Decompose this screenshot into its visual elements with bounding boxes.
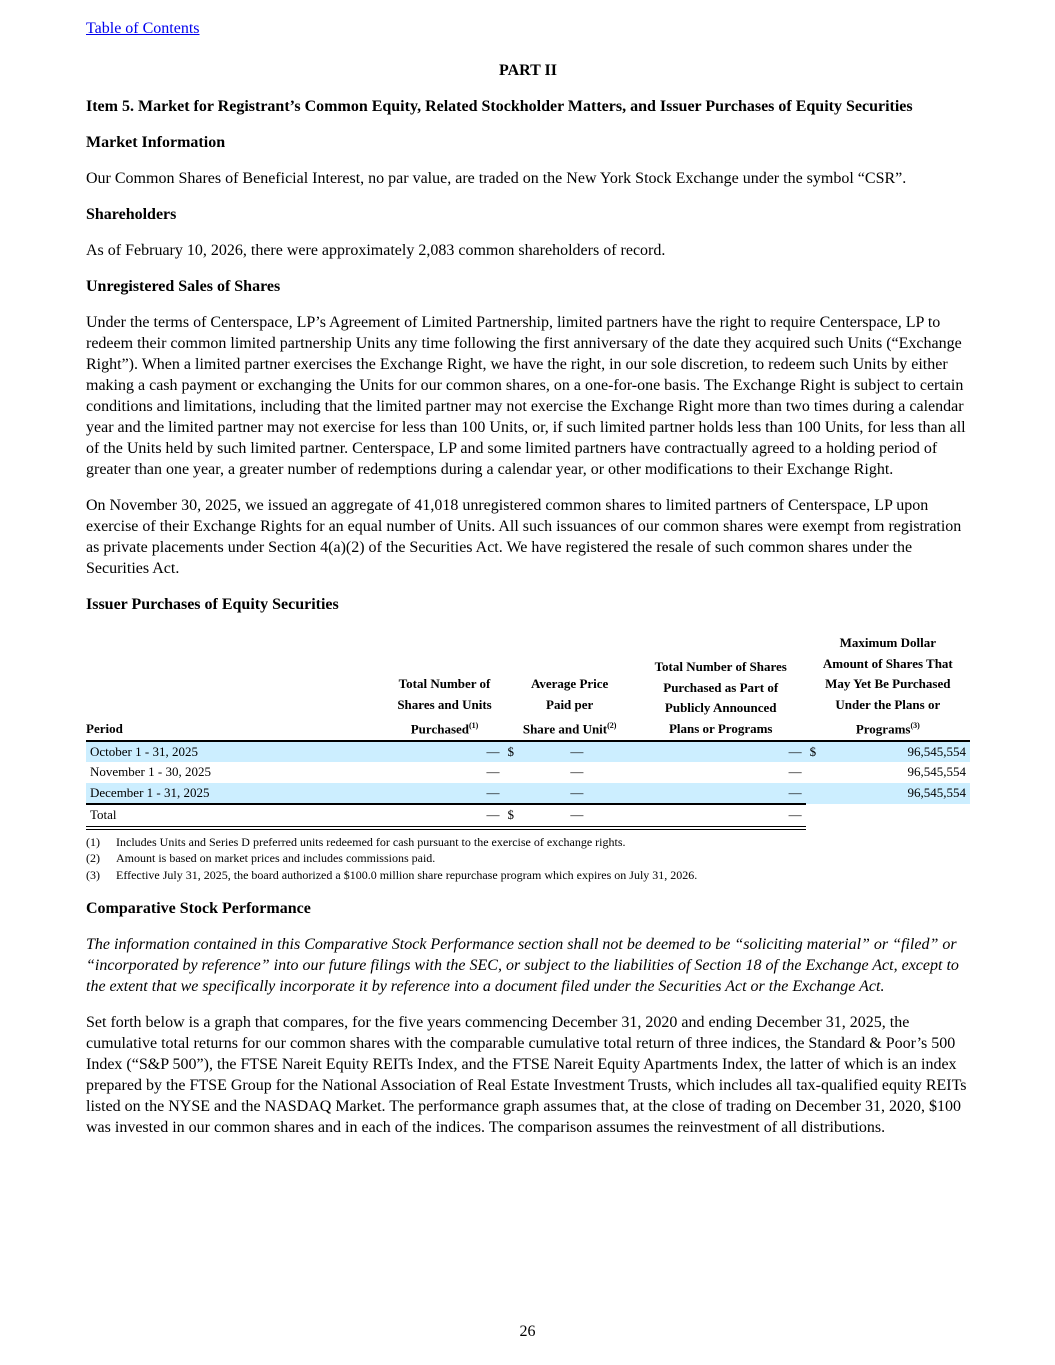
- header-period: Period: [86, 633, 386, 741]
- row-max-dollar: 96,545,554: [820, 741, 970, 763]
- row-plan-shares: —: [636, 783, 806, 805]
- table-of-contents-link[interactable]: Table of Contents: [86, 20, 200, 37]
- header-max-dollar: Maximum Dollar Amount of Shares That May Yet Be Purchased Under the Plans or Programs$^{(3)}$: [806, 633, 970, 741]
- header-total-shares: Total Number of Shares and Units Purchased$^{(1)}$: [386, 633, 504, 741]
- part-heading: PART II: [499, 62, 557, 79]
- comparative-text: Set forth below is a graph that compares, for the five years commencing December 31, 2020 and ending December 31, 2025, the cumulative total returns for our common shares with the comparable cumulative total return of three indices, the Standard & Poor’s 500 Index (“S&P 500”), the FTSE Nareit Equity REITs Index, and the FTSE Nareit Equity Apartments Index, the latter of which is an index prepared by the FTSE Group for the National Association of Real Estate Investment Trusts, which includes all tax-qualified equity REITs listed on the NYSE and the NASDAQ Market. The performance graph assumes that, at the close of trading on December 31, 2020, $100 was invested in our common shares and in each of the indices. The comparison assumes the reinvestment of all distributions.: [86, 1014, 967, 1137]
- comparative-disclaimer: The information contained in this Comparative Stock Performance section shall not be deemed to be “soliciting material” or “filed” or “incorporated by reference” into our future filings with the SEC, or subject to the liabilities of Section 18 of the Exchange Act, except to the extent that we specifically incorporate it by reference into a document filed under the Securities Act or the Exchange Act.: [86, 936, 959, 996]
- row-max-dollar: 96,545,554: [907, 764, 966, 780]
- row-shares: —: [386, 783, 504, 805]
- market-info-text: Our Common Shares of Beneficial Interest, no par value, are traded on the New York Stock Exchange under the symbol “CSR”.: [86, 170, 907, 187]
- total-plan-shares: —: [636, 804, 806, 828]
- unregistered-heading: Unregistered Sales of Shares: [86, 278, 281, 295]
- unregistered-paragraph-1: Under the terms of Centerspace, LP’s Agreement of Limited Partnership, limited partners have the right to require Centerspace, LP to redeem their common limited partnership Units any time following the first anniversary of the date they acquired such Units (“Exchange Right”). When a limited partner exercises the Exchange Right, we have the right, in our sole discretion, to redeem such Units by either making a cash payment or exchanging the Units for our common shares, on a one-for-one basis. The Exchange Right is subject to certain conditions and limitations, including that the limited partner may not exercise the Exchange Right more than two times during a calendar year and the limited partner may not exercise for less than 100 Units, or, if such limited partner holds less than 100 Units, for less than all of the Units held by such limited partner. Centerspace, LP and some limited partners have contractually agreed to a holding period of greater than one year, a greater number of redemptions during a calendar year, or other modifications to their Exchange Right.: [86, 314, 966, 478]
- row-max-dollar: 96,545,554: [820, 783, 970, 805]
- total-price: —: [518, 804, 636, 828]
- row-shares: —: [486, 764, 500, 780]
- table-footnotes: [86, 834, 970, 884]
- shareholders-text: As of February 10, 2026, there were approximately 2,083 common shareholders of record.: [86, 242, 666, 259]
- total-shares: —: [386, 804, 504, 828]
- row-price: —: [518, 783, 636, 805]
- issuer-purchases-table: [86, 633, 970, 830]
- row-price-currency: [503, 783, 518, 805]
- table-row: [86, 783, 970, 805]
- row-price: —: [518, 741, 636, 763]
- row-max-currency: [806, 762, 821, 783]
- row-max-currency: [806, 783, 821, 805]
- header-plan-shares: Total Number of Shares Purchased as Part of Publicly Announced Plans or Programs: [636, 633, 806, 741]
- total-price-currency: $: [503, 804, 518, 828]
- row-plan-shares: —: [788, 764, 802, 780]
- row-price: —: [570, 764, 584, 780]
- issuer-purchases-heading: Issuer Purchases of Equity Securities: [86, 596, 339, 613]
- row-plan-shares: —: [636, 741, 806, 763]
- unregistered-paragraph-2: On November 30, 2025, we issued an aggregate of 41,018 unregistered common shares to limited partners of Centerspace, LP upon exercise of their Exchange Rights for an equal number of Units. All such issuances of our common shares were exempt from registration as private placements under Section 4(a)(2) of the Securities Act. We have registered the resale of such common shares under the Securities Act.: [86, 497, 962, 577]
- table-header-row: [86, 633, 970, 741]
- row-period: October 1 - 31, 2025: [86, 741, 386, 763]
- table-total-row: [86, 804, 970, 828]
- footnote: (3) Effective July 31, 2025, the board authorized a $100.0 million share repurchase program which expires on July 31, 2026.: [86, 867, 698, 882]
- item5-title: Item 5. Market for Registrant’s Common Equity, Related Stockholder Matters, and Issuer Purchases of Equity Securities: [86, 98, 913, 115]
- row-max-currency: $: [806, 741, 821, 763]
- row-shares: —: [386, 741, 504, 763]
- row-period: November 1 - 30, 2025: [90, 764, 211, 780]
- shareholders-heading: Shareholders: [86, 206, 177, 223]
- comparative-heading: Comparative Stock Performance: [86, 900, 311, 918]
- market-info-heading: Market Information: [86, 134, 226, 151]
- table-row: [86, 741, 970, 763]
- table-row: [86, 762, 970, 783]
- header-average-price: Average Price Paid per Share and Unit$^{(2)}$: [503, 633, 635, 741]
- document-page: [86, 18, 970, 1138]
- footnote: (1) Includes Units and Series D preferred units redeemed for cash pursuant to the exercise of exchange rights.: [86, 834, 626, 849]
- page-number: 26: [519, 1323, 536, 1340]
- footnote: (2) Amount is based on market prices and includes commissions paid.: [86, 851, 436, 866]
- total-label: Total: [86, 804, 386, 828]
- row-price-currency: [503, 762, 518, 783]
- row-price-currency: $: [503, 741, 518, 763]
- row-period: December 1 - 31, 2025: [86, 783, 386, 805]
